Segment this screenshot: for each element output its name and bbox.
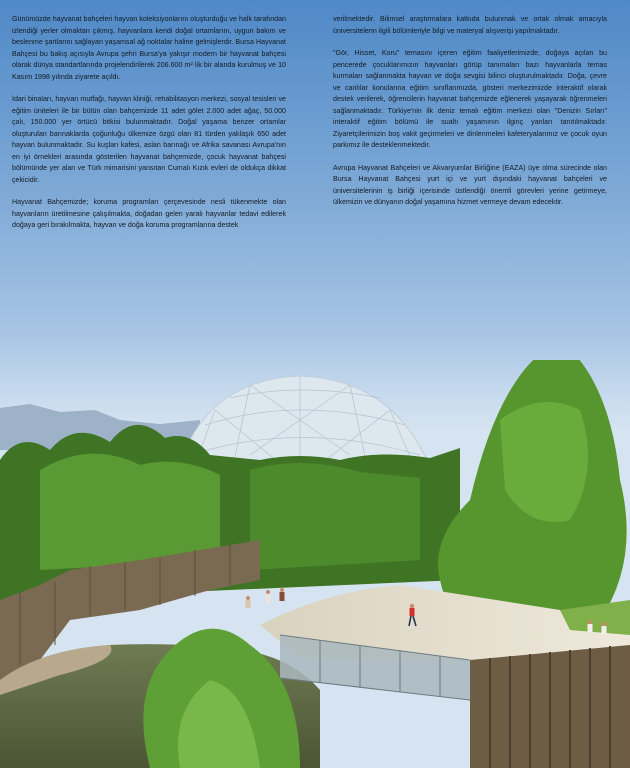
paragraph-research: verilmektedir. Bilimsel araştırmalara katkıda bulunmak ve ortak olmak amacıyla üniversitelerin ilgili bölümleriyle bilgi ve materyal alışverişi yapılmaktadır. (333, 15, 607, 35)
zoo-landscape-photo (0, 360, 630, 768)
paragraph-intro: Günümüzde hayvanat bahçeleri hayvan koleksiyonlarını oluşturduğu ve halk tarafından izlendiği yerler olmaktan çıkmış, hayvanlara kendi doğal ortamlarını, uygun bakım ve beslenme şartlarını sağlayan yaşamsal ağ noktalar haline gelmişlerdir. Bursa Hayvanat Bahçesi bu bakış açısıyla Avrupa şehri Bursa'ya yakışır modern bir hayvanat bahçesi olarak dünya standartlarında projelendirilerek 206.600 m² lik bir alanda kurulmuş ve 10 Kasım 1998 yılında ziyarete açıldı. (12, 15, 286, 81)
paragraph-conservation: Hayvanat Bahçemizde; koruma programları çerçevesinde nesli tükenmekte olan hayvanların üretilmesine çalışılmakta, doğadan gelen yaralı hayvanlar tedavi edilerek doğaya geri bırakılmakta, hayvan ve doğa koruma programlarına destek (12, 198, 286, 229)
paragraph-facilities: İdari binaları, hayvan mutfağı, hayvan kliniği, rehabilitasyon merkezi, sosyal tesisleri ve eğitim üniteleri ile bir bütün olan bahçemizde 11 adet gölet 2.000 adet ağaç, 50.000 çalı, 150.000 yer örtücü bitkisi bulunmaktadır. Doğal yaşama benzer ortamlar oluşturulan barınaklarda çoğunluğu ülkemize özgü olan 81 türden yaklaşık 650 adet hayvan bulunmaktadır. Su kuşları kafesi, aslan barınağı ve Afrika savanası Avrupa'nın en iyi örnekleri arasında gösterilen hayvanat bahçemizde, çocuk hayvanat bahçesi bölümünde yer alan ve Türk mimarisini yansıtan Cumalı Kızık evleri de oldukça dikkat çekicidir. (12, 95, 286, 184)
paragraph-education: "Gör, Hisset, Koru" temasını içeren eğitim faaliyetlerimizde, doğaya açılan bu pencerede çocuklarımızın hayvanları görüp tanımaları bazı hayvanlarla temas kurmaları sağlanmakta hayvan ve doğa sevgisi bilinci oluşturulmaktadır. Doğa, çevre ve canlılar konularına eğitim sınıflarımızda, gösteri merkezimizde interaktif olarak destek verilerek, öğrencilerin hayvanat bahçemizde eğlenerek yaşayarak öğrenmeleri sağlanmaktadır. Türkiye'nin ilk deniz temalı eğitim merkezi olan "Denizin Sırları" interaktif eğitim bölümü ile sualtı yaşamının ilginç yanları tanıtılmaktadır. Ziyaretçilerimizin boş vakit geçirmeleri ve dinlenmeleri kafeteryalarımız ve çocuk oyun parkımız ile desteklenmektedir. (333, 49, 607, 149)
wooden-fence-right (470, 645, 630, 768)
paragraph-eaza: Avrupa Hayvanat Bahçeleri ve Akvaryumlar Birliğine (EAZA) üye olma sürecinde olan Bursa Hayvanat Bahçesi yurt içi ve yurt dışındaki hayvanat bahçeleri ve üniversitelerinin iş birliği içerisinde üstlendiği önemli görevleri yerine getirmeye, ülkemizin ve dünyanın doğal yaşamına hizmet vermeye devam edecektir. (333, 163, 607, 206)
text-column-left (12, 14, 286, 243)
text-column-right (333, 14, 607, 220)
